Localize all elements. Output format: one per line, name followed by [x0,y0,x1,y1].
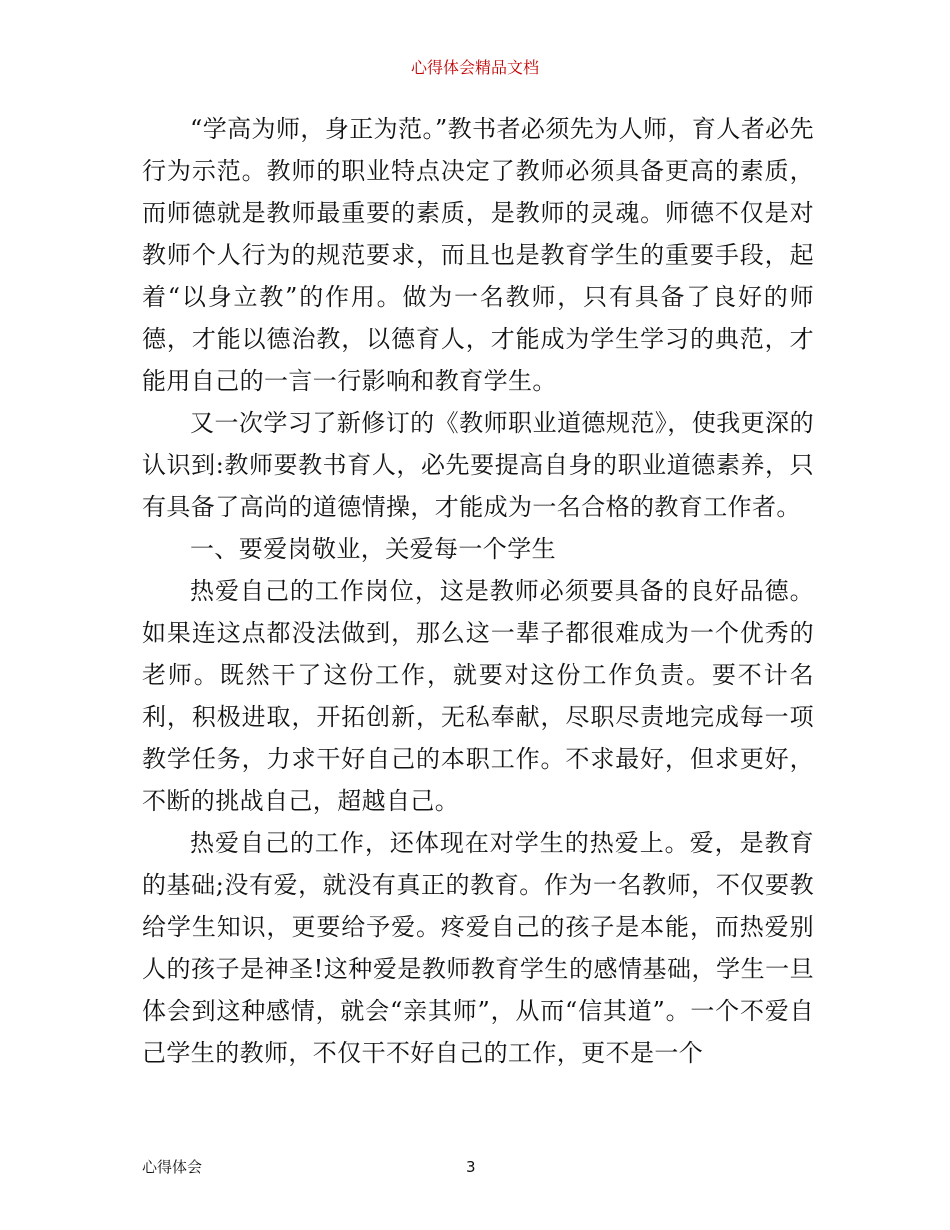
paragraph-1: “学高为师，身正为范。”教书者必须先为人师，育人者必先行为示范。教师的职业特点决定了教师必须具备更高的素质，而师德就是教师最重要的素质，是教师的灵魂。师德不仅是对教师个人行为的规范要求，而且也是教育学生的重要手段，起着“以身立教”的作用。做为一名教师，只有具备了良好的师德，才能以德治教，以德育人，才能成为学生学习的典范，才能用自己的一言一行影响和教育学生。 [142,115,814,395]
paragraph-4: 热爱自己的工作，还体现在对学生的热爱上。爱，是教育的基础;没有爱，就没有真正的教育。作为一名教师，不仅要教给学生知识，更要给予爱。疼爱自己的孩子是本能，而热爱别人的孩子是神圣!这种爱是教师教育学生的感情基础，学生一旦体会到这种感情，就会“亲其师”，从而“信其道”。一个不爱自己学生的教师，不仅干不好自己的工作，更不是一个 [142,829,814,1067]
page-header-title: 心得体会精品文档 [410,58,539,77]
page-number: 3 [466,1158,476,1176]
paragraph-2: 又一次学习了新修订的《教师职业道德规范》，使我更深的认识到:教师要教书育人，必先要提高自身的职业道德素养，只有具备了高尚的道德情操，才能成为一名合格的教育工作者。 [142,409,814,521]
page-footer-label: 心得体会 [142,1158,203,1176]
section-heading-1: 一、要爱岗敬业，关爱每一个学生 [190,535,556,563]
document-body [142,108,814,1074]
paragraph-3: 热爱自己的工作岗位，这是教师必须要具备的良好品德。如果连这点都没法做到，那么这一辈子都很难成为一个优秀的老师。既然干了这份工作，就要对这份工作负责。要不计名利，积极进取，开拓创新，无私奉献，尽职尽责地完成每一项教学任务，力求干好自己的本职工作。不求最好，但求更好，不断的挑战自己，超越自己。 [142,577,814,815]
